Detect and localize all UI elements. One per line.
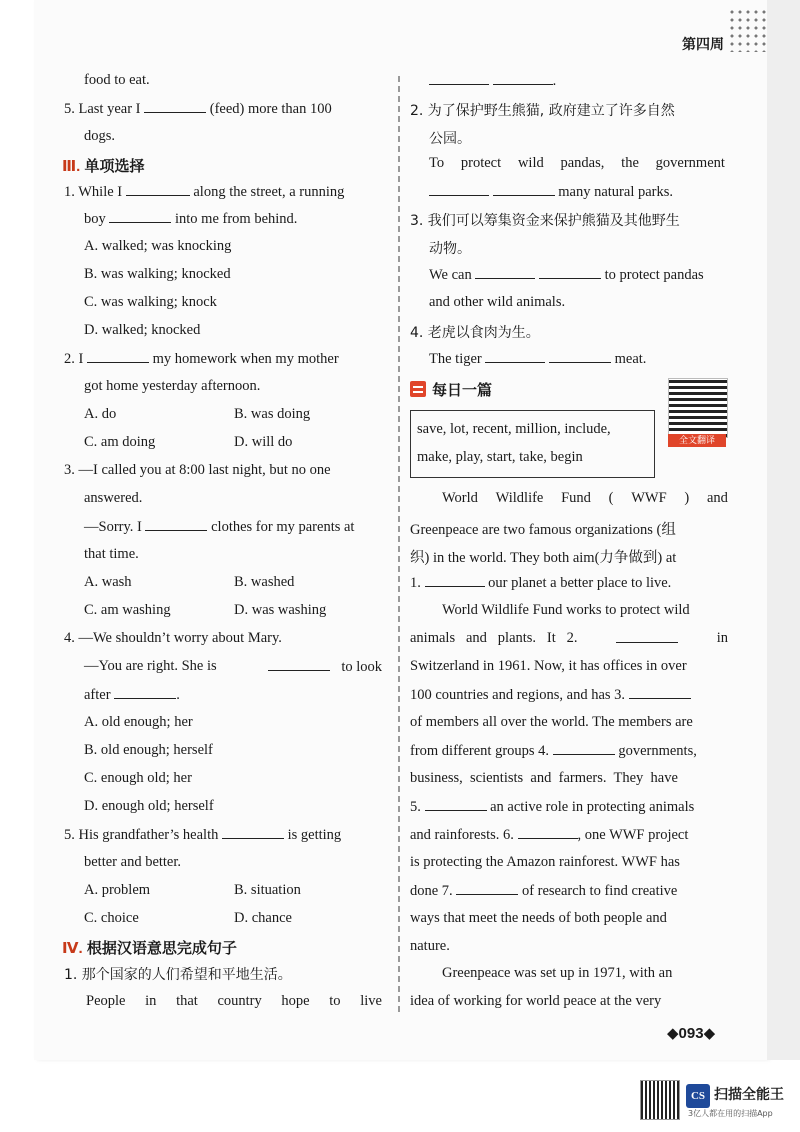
option[interactable]: A. walked; was knocking bbox=[84, 238, 232, 254]
word: People bbox=[86, 993, 126, 1009]
passage-line bbox=[410, 742, 697, 760]
q-text: 1. While I bbox=[64, 184, 123, 200]
word: ( bbox=[608, 490, 614, 506]
mc-question-4-cont2 bbox=[84, 686, 180, 704]
text-line: dogs. bbox=[84, 128, 116, 144]
word: WWF bbox=[631, 490, 667, 506]
word: to bbox=[329, 993, 341, 1009]
q-text: to protect pandas bbox=[604, 267, 704, 283]
option[interactable]: D. was washing bbox=[234, 602, 327, 618]
option[interactable]: D. will do bbox=[234, 434, 293, 450]
passage-line bbox=[410, 574, 671, 592]
sentence-1-cn: 1. 那个国家的人们希望和平地生活。 bbox=[64, 967, 292, 983]
answer-blank[interactable] bbox=[114, 686, 176, 699]
q-text: The tiger bbox=[429, 351, 482, 367]
q-text: my homework when my mother bbox=[152, 351, 339, 367]
option[interactable]: A. do bbox=[84, 406, 117, 422]
q-text: 5. bbox=[410, 799, 421, 815]
passage-line bbox=[410, 826, 688, 844]
sentence-2-en bbox=[429, 155, 725, 172]
passage-line bbox=[410, 798, 694, 816]
answer-blank[interactable] bbox=[222, 826, 284, 839]
answer-blank[interactable] bbox=[493, 72, 553, 85]
q-text: many natural parks. bbox=[558, 184, 674, 200]
camscanner-logo: CS bbox=[686, 1084, 710, 1108]
passage-line: business, scientists and farmers. They have bbox=[410, 770, 678, 786]
answer-blank[interactable] bbox=[485, 350, 545, 363]
option[interactable]: B. was doing bbox=[234, 406, 311, 422]
sentence-4-cn: 4. 老虎以食肉为生。 bbox=[410, 325, 540, 341]
text-line: answered. bbox=[84, 490, 143, 506]
decorative-dots bbox=[728, 8, 768, 52]
word: World bbox=[442, 490, 478, 506]
section-number: Ⅳ. bbox=[62, 940, 83, 957]
sentence-1-blanks bbox=[429, 72, 556, 90]
option[interactable]: D. enough old; herself bbox=[84, 798, 214, 814]
q-text: —Sorry. I bbox=[84, 519, 142, 535]
q-text: is getting bbox=[287, 827, 342, 843]
mc-question-3-cont bbox=[84, 518, 354, 536]
word: and bbox=[706, 490, 728, 506]
text-line: and other wild animals. bbox=[429, 294, 566, 310]
sentence-2-cn-cont: 公园。 bbox=[429, 131, 471, 147]
word: pandas, bbox=[560, 155, 605, 171]
sentence-3-cn-cont: 动物。 bbox=[429, 241, 471, 257]
q-text: after bbox=[84, 687, 111, 703]
q-text: We can bbox=[429, 267, 472, 283]
word: Fund bbox=[561, 490, 591, 506]
q-text: and rainforests. 6. bbox=[410, 827, 514, 843]
word: in bbox=[145, 993, 157, 1009]
answer-blank[interactable] bbox=[145, 518, 207, 531]
option[interactable]: C. enough old; her bbox=[84, 770, 192, 786]
answer-blank[interactable] bbox=[429, 72, 489, 85]
mc-question-1-cont bbox=[84, 210, 297, 228]
word: that bbox=[176, 993, 198, 1009]
section-title: 根据汉语意思完成句子 bbox=[86, 940, 237, 957]
q-text: clothes for my parents at bbox=[211, 519, 355, 535]
column-divider bbox=[398, 76, 400, 1012]
question-5 bbox=[64, 100, 332, 118]
sentence-4-en bbox=[429, 350, 646, 368]
text-line: food to eat. bbox=[84, 72, 150, 88]
word-bank-line: save, lot, recent, million, include, bbox=[417, 421, 611, 437]
word-bank bbox=[410, 410, 655, 478]
answer-blank[interactable] bbox=[425, 574, 485, 587]
answer-blank[interactable] bbox=[616, 630, 678, 643]
option[interactable]: B. was walking; knocked bbox=[84, 266, 231, 282]
text-line: better and better. bbox=[84, 854, 182, 870]
answer-blank[interactable] bbox=[126, 183, 190, 196]
word: Wildlife bbox=[495, 490, 544, 506]
answer-blank[interactable] bbox=[429, 183, 489, 196]
passage-line: Greenpeace was set up in 1971, with an bbox=[442, 965, 673, 981]
option[interactable]: D. walked; knocked bbox=[84, 322, 201, 338]
mc-question-5 bbox=[64, 826, 341, 844]
sentence-2-cn: 2. 为了保护野生熊猫, 政府建立了许多自然 bbox=[410, 103, 675, 119]
passage-line bbox=[410, 686, 691, 704]
sentence-1-en bbox=[86, 993, 382, 1010]
q-text: 1. bbox=[410, 575, 421, 591]
option[interactable]: B. washed bbox=[234, 574, 295, 590]
qr-label: 全文翻译 bbox=[668, 434, 726, 447]
option[interactable]: B. old enough; herself bbox=[84, 742, 213, 758]
section-4-heading bbox=[62, 937, 237, 958]
mc-question-1 bbox=[64, 183, 344, 201]
option[interactable]: C. am doing bbox=[84, 434, 156, 450]
q-text: meat. bbox=[614, 351, 647, 367]
q-text: animals and plants. It 2. bbox=[410, 630, 578, 646]
answer-blank[interactable] bbox=[109, 210, 171, 223]
answer-blank[interactable] bbox=[425, 798, 487, 811]
q-text: 5. Last year I bbox=[64, 101, 141, 117]
text-line: that time. bbox=[84, 546, 139, 562]
q-text: , one WWF project bbox=[577, 827, 689, 843]
word: hope bbox=[281, 993, 310, 1009]
q-text: our planet a better place to live. bbox=[488, 575, 672, 591]
q-text: to look bbox=[341, 659, 382, 675]
q-text: —You are right. She is bbox=[84, 658, 217, 674]
mc-question-4-cont bbox=[84, 658, 382, 676]
passage-line: Switzerland in 1961. Now, it has offices in over bbox=[410, 658, 687, 674]
sentence-3-cn: 3. 我们可以筹集资金来保护熊猫及其他野生 bbox=[410, 213, 680, 229]
answer-blank[interactable] bbox=[539, 266, 601, 279]
mc-question-2 bbox=[64, 350, 339, 368]
daily-reading-heading bbox=[410, 376, 492, 402]
passage-line: nature. bbox=[410, 938, 450, 954]
mc-question-3: 3. —I called you at 8:00 last night, but no one bbox=[64, 462, 331, 478]
word: country bbox=[217, 993, 262, 1009]
q-text: 5. His grandfather’s health bbox=[64, 827, 219, 843]
week-label: 第四周 bbox=[682, 36, 724, 52]
answer-blank[interactable] bbox=[475, 266, 535, 279]
list-icon bbox=[410, 381, 426, 397]
sentence-2-en-cont bbox=[429, 183, 673, 201]
option[interactable]: A. wash bbox=[84, 574, 132, 590]
sentence-3-en bbox=[429, 266, 704, 284]
text-line: got home yesterday afternoon. bbox=[84, 378, 261, 394]
qr-code[interactable] bbox=[668, 378, 728, 438]
answer-blank[interactable] bbox=[518, 826, 578, 839]
q-text: (feed) more than 100 bbox=[209, 101, 332, 117]
section-3-heading bbox=[62, 155, 145, 176]
section-number: Ⅲ. bbox=[62, 158, 81, 175]
passage-line: World Wildlife Fund works to protect wild bbox=[442, 602, 690, 618]
q-text: an active role in protecting animals bbox=[490, 799, 695, 815]
answer-blank[interactable] bbox=[87, 350, 149, 363]
q-text: in bbox=[716, 630, 728, 646]
passage-line: 织) in the world. They both aim(力争做到) at bbox=[410, 550, 677, 566]
option[interactable]: C. am washing bbox=[84, 602, 171, 618]
word: protect bbox=[460, 155, 502, 171]
answer-blank[interactable] bbox=[268, 658, 330, 671]
page-edge bbox=[767, 0, 800, 1060]
word: wild bbox=[517, 155, 544, 171]
word: ) bbox=[684, 490, 690, 506]
q-text: into me from behind. bbox=[175, 211, 298, 227]
passage-line: ways that meet the needs of both people and bbox=[410, 910, 667, 926]
option[interactable]: C. choice bbox=[84, 910, 139, 926]
word: the bbox=[621, 155, 639, 171]
answer-blank[interactable] bbox=[493, 183, 555, 196]
brand-tagline: 3亿人都在用的扫描App bbox=[688, 1109, 773, 1118]
passage-line: is protecting the Amazon rainforest. WWF has bbox=[410, 854, 680, 870]
q-text: . bbox=[176, 687, 180, 703]
q-text: of research to find creative bbox=[521, 883, 678, 899]
passage-line bbox=[442, 490, 728, 507]
answer-blank[interactable] bbox=[629, 686, 691, 699]
scanner-qr-code bbox=[640, 1080, 680, 1120]
q-text: done 7. bbox=[410, 883, 453, 899]
option[interactable]: A. problem bbox=[84, 882, 151, 898]
passage-line: Greenpeace are two famous organizations (组 bbox=[410, 522, 676, 538]
page-number: ◆093◆ bbox=[667, 1025, 716, 1042]
q-text: from different groups 4. bbox=[410, 743, 550, 759]
q-text: 2. I bbox=[64, 351, 84, 367]
answer-blank[interactable] bbox=[553, 742, 615, 755]
passage-line: idea of working for world peace at the very bbox=[410, 993, 662, 1009]
answer-blank[interactable] bbox=[549, 350, 611, 363]
word: live bbox=[360, 993, 382, 1009]
option[interactable]: D. chance bbox=[234, 910, 292, 926]
word: To bbox=[429, 155, 445, 171]
word: government bbox=[655, 155, 725, 171]
brand-name: 扫描全能王 bbox=[714, 1087, 784, 1103]
q-text: 100 countries and regions, and has 3. bbox=[410, 687, 626, 703]
option[interactable]: B. situation bbox=[234, 882, 301, 898]
passage-line bbox=[410, 630, 728, 647]
answer-blank[interactable] bbox=[144, 100, 206, 113]
section-title: 单项选择 bbox=[84, 158, 145, 175]
passage-line bbox=[410, 882, 677, 900]
q-text: governments, bbox=[618, 743, 697, 759]
option[interactable]: C. was walking; knock bbox=[84, 294, 217, 310]
q-text: along the street, a running bbox=[193, 184, 345, 200]
passage-line: of members all over the world. The members are bbox=[410, 714, 693, 730]
mc-question-4: 4. —We shouldn’t worry about Mary. bbox=[64, 630, 282, 646]
daily-title: 每日一篇 bbox=[432, 381, 493, 399]
q-text: boy bbox=[84, 211, 106, 227]
answer-blank[interactable] bbox=[456, 882, 518, 895]
option[interactable]: A. old enough; her bbox=[84, 714, 193, 730]
word-bank-line: make, play, start, take, begin bbox=[417, 449, 583, 465]
q-text: . bbox=[552, 73, 557, 89]
